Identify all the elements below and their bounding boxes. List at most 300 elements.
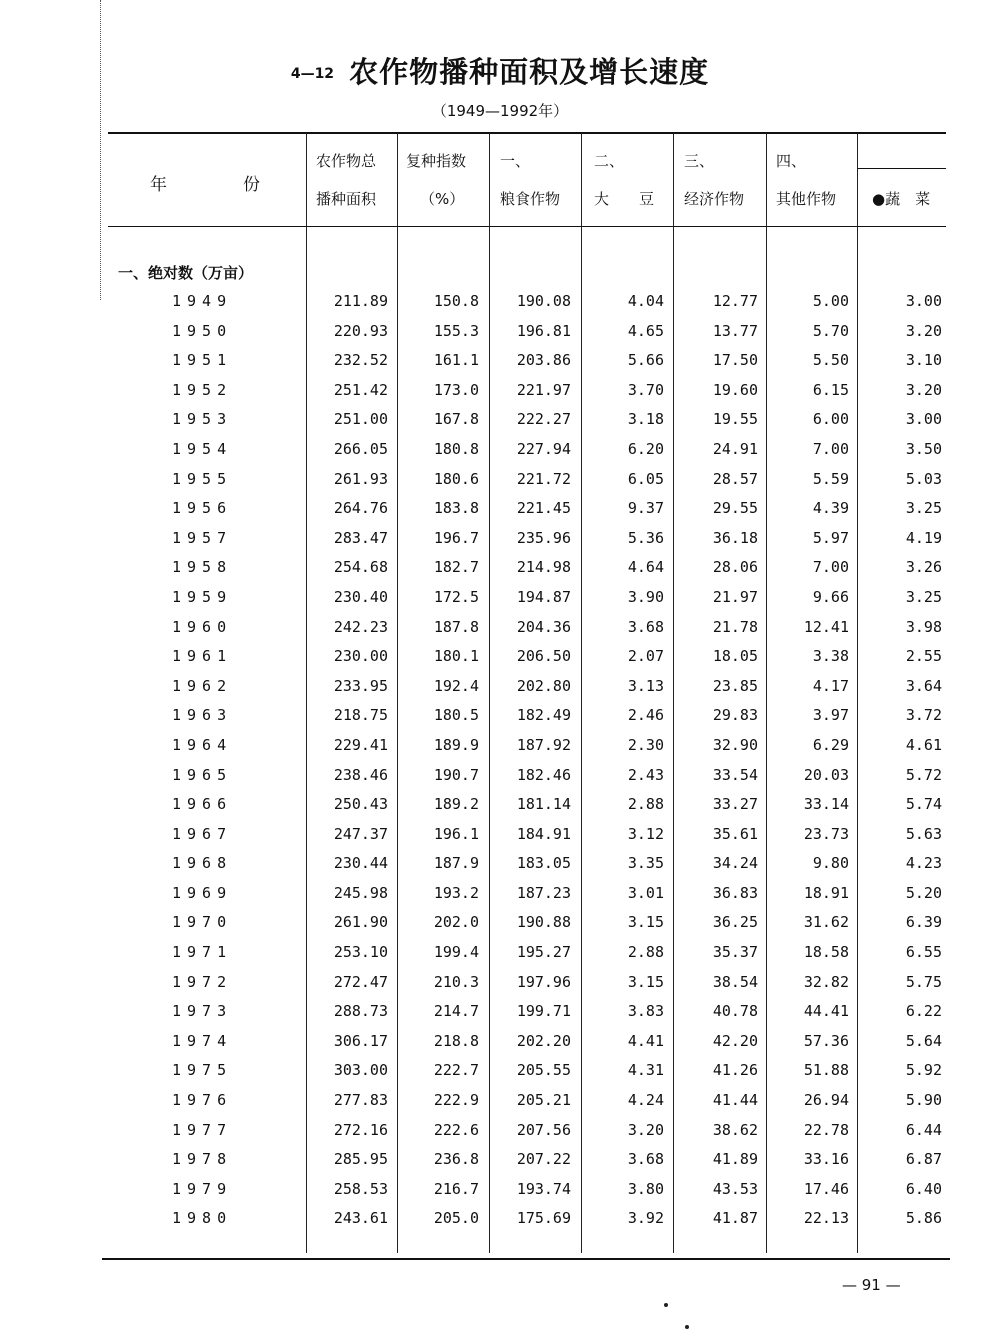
cell-other-crops: 22.13 — [803, 1209, 849, 1228]
cell-multiple-cropping-index: 187.8 — [433, 617, 479, 636]
cell-economic-crops: 12.77 — [712, 292, 758, 310]
cell-grain: 182.46 — [516, 765, 571, 784]
top-rule — [108, 132, 946, 134]
cell-economic-crops: 42.20 — [712, 1031, 758, 1050]
cell-soybean: 3.92 — [627, 1209, 664, 1228]
table-row — [0, 524, 1000, 554]
cell-economic-crops: 41.89 — [712, 1150, 758, 1169]
cell-total-area: 218.75 — [333, 706, 388, 725]
cell-soybean: 4.41 — [627, 1031, 664, 1050]
cell-multiple-cropping-index: 187.9 — [433, 854, 479, 873]
cell-year: 1955 — [172, 469, 233, 488]
cell-other-crops: 9.80 — [812, 854, 849, 873]
cell-year: 1970 — [172, 913, 233, 932]
cell-total-area: 243.61 — [333, 1209, 388, 1228]
cell-other-crops: 5.50 — [812, 351, 849, 370]
cell-grain: 204.36 — [516, 617, 571, 636]
cell-grain: 182.49 — [516, 706, 571, 725]
cell-year: 1971 — [172, 943, 233, 962]
cell-total-area: 232.52 — [333, 351, 388, 370]
cell-economic-crops: 33.27 — [712, 795, 758, 814]
cell-vegetables: 6.22 — [905, 1002, 942, 1021]
cell-vegetables: 5.92 — [905, 1061, 942, 1080]
cell-multiple-cropping-index: 222.7 — [433, 1061, 479, 1080]
ink-speck — [664, 1303, 668, 1307]
cell-vegetables: 5.20 — [905, 883, 942, 902]
cell-multiple-cropping-index: 182.7 — [433, 558, 479, 577]
cell-vegetables: 3.00 — [905, 410, 942, 429]
cell-year: 1967 — [172, 824, 233, 843]
cell-multiple-cropping-index: 214.7 — [433, 1002, 479, 1021]
cell-year: 1962 — [172, 676, 233, 695]
cell-economic-crops: 29.83 — [712, 706, 758, 725]
cell-other-crops: 3.97 — [812, 706, 849, 725]
cell-multiple-cropping-index: 189.2 — [433, 795, 479, 814]
cell-grain: 190.08 — [516, 292, 571, 310]
cell-other-crops: 32.82 — [803, 972, 849, 991]
cell-year: 1959 — [172, 587, 233, 606]
cell-soybean: 2.88 — [627, 795, 664, 814]
cell-grain: 221.72 — [516, 469, 571, 488]
cell-soybean: 4.24 — [627, 1091, 664, 1110]
cell-soybean: 4.65 — [627, 321, 664, 340]
cell-multiple-cropping-index: 236.8 — [433, 1150, 479, 1169]
cell-vegetables: 6.55 — [905, 943, 942, 962]
cell-vegetables: 5.74 — [905, 795, 942, 814]
cell-grain: 205.21 — [516, 1091, 571, 1110]
cell-total-area: 238.46 — [333, 765, 388, 784]
header-other-line1: 四、 — [776, 152, 807, 170]
cell-year: 1957 — [172, 528, 233, 547]
cell-vegetables: 5.75 — [905, 972, 942, 991]
cell-total-area: 242.23 — [333, 617, 388, 636]
table-row — [0, 613, 1000, 643]
cell-multiple-cropping-index: 150.8 — [433, 292, 479, 310]
cell-multiple-cropping-index: 190.7 — [433, 765, 479, 784]
table-row — [0, 968, 1000, 998]
cell-soybean: 3.80 — [627, 1179, 664, 1198]
cell-grain: 199.71 — [516, 1002, 571, 1021]
cell-economic-crops: 24.91 — [712, 439, 758, 458]
header-vegetable: ●蔬 菜 — [872, 190, 931, 208]
vegetable-subheader-rule — [858, 168, 946, 169]
table-row — [0, 287, 1000, 317]
table-row — [0, 997, 1000, 1027]
table-row — [0, 1116, 1000, 1146]
table-row — [0, 553, 1000, 583]
cell-multiple-cropping-index: 222.6 — [433, 1120, 479, 1139]
cell-total-area: 306.17 — [333, 1031, 388, 1050]
cell-year: 1952 — [172, 380, 233, 399]
cell-multiple-cropping-index: 196.1 — [433, 824, 479, 843]
cell-grain: 184.91 — [516, 824, 571, 843]
cell-soybean: 2.30 — [627, 735, 664, 754]
cell-total-area: 285.95 — [333, 1150, 388, 1169]
cell-total-area: 303.00 — [333, 1061, 388, 1080]
cell-grain: 222.27 — [516, 410, 571, 429]
cell-soybean: 3.68 — [627, 617, 664, 636]
cell-total-area: 250.43 — [333, 795, 388, 814]
cell-year: 1958 — [172, 558, 233, 577]
table-row — [0, 1027, 1000, 1057]
cell-grain: 214.98 — [516, 558, 571, 577]
cell-economic-crops: 41.44 — [712, 1091, 758, 1110]
cell-vegetables: 3.00 — [905, 292, 942, 310]
cell-economic-crops: 32.90 — [712, 735, 758, 754]
cell-total-area: 272.16 — [333, 1120, 388, 1139]
cell-grain: 195.27 — [516, 943, 571, 962]
header-total-line2: 播种面积 — [316, 190, 377, 208]
data-rows — [0, 287, 1000, 1234]
cell-vegetables: 5.03 — [905, 469, 942, 488]
header-index-line1: 复种指数 — [406, 152, 467, 170]
cell-soybean: 9.37 — [627, 499, 664, 518]
cell-grain: 203.86 — [516, 351, 571, 370]
cell-vegetables: 2.55 — [905, 647, 942, 666]
cell-other-crops: 31.62 — [803, 913, 849, 932]
cell-total-area: 230.40 — [333, 587, 388, 606]
table-subtitle: （1949—1992年） — [431, 102, 569, 120]
header-grain-line1: 一、 — [500, 152, 531, 170]
cell-other-crops: 23.73 — [803, 824, 849, 843]
section-label-absolute: 一、绝对数（万亩） — [118, 264, 254, 282]
cell-total-area: 247.37 — [333, 824, 388, 843]
cell-year: 1975 — [172, 1061, 233, 1080]
cell-grain: 206.50 — [516, 647, 571, 666]
table-row — [0, 435, 1000, 465]
cell-total-area: 254.68 — [333, 558, 388, 577]
cell-total-area: 261.90 — [333, 913, 388, 932]
cell-multiple-cropping-index: 180.8 — [433, 439, 479, 458]
cell-multiple-cropping-index: 202.0 — [433, 913, 479, 932]
cell-economic-crops: 19.55 — [712, 410, 758, 429]
cell-economic-crops: 19.60 — [712, 380, 758, 399]
cell-total-area: 266.05 — [333, 439, 388, 458]
cell-other-crops: 33.14 — [803, 795, 849, 814]
table-code: 4—12 — [290, 66, 335, 82]
cell-economic-crops: 28.57 — [712, 469, 758, 488]
cell-grain: 175.69 — [516, 1209, 571, 1228]
cell-vegetables: 3.10 — [905, 351, 942, 370]
cell-total-area: 229.41 — [333, 735, 388, 754]
cell-grain: 190.88 — [516, 913, 571, 932]
header-other-line2: 其他作物 — [776, 190, 837, 208]
cell-other-crops: 12.41 — [803, 617, 849, 636]
cell-other-crops: 44.41 — [803, 1002, 849, 1021]
cell-economic-crops: 29.55 — [712, 499, 758, 518]
cell-grain: 183.05 — [516, 854, 571, 873]
table-row — [0, 879, 1000, 909]
cell-economic-crops: 21.97 — [712, 587, 758, 606]
cell-grain: 227.94 — [516, 439, 571, 458]
table-row — [0, 701, 1000, 731]
cell-soybean: 4.31 — [627, 1061, 664, 1080]
cell-multiple-cropping-index: 216.7 — [433, 1179, 479, 1198]
cell-year: 1977 — [172, 1120, 233, 1139]
cell-other-crops: 26.94 — [803, 1091, 849, 1110]
table-row — [0, 583, 1000, 613]
cell-grain: 221.97 — [516, 380, 571, 399]
cell-soybean: 6.05 — [627, 469, 664, 488]
cell-year: 1978 — [172, 1150, 233, 1169]
cell-total-area: 230.00 — [333, 647, 388, 666]
cell-year: 1960 — [172, 617, 233, 636]
cell-grain: 197.96 — [516, 972, 571, 991]
cell-economic-crops: 35.61 — [712, 824, 758, 843]
cell-soybean: 3.15 — [627, 972, 664, 991]
table-row — [0, 1086, 1000, 1116]
cell-economic-crops: 13.77 — [712, 321, 758, 340]
header-rule — [108, 226, 946, 227]
cell-vegetables: 6.39 — [905, 913, 942, 932]
table-row — [0, 1204, 1000, 1234]
table-title — [0, 50, 1000, 91]
cell-total-area: 261.93 — [333, 469, 388, 488]
cell-vegetables: 3.98 — [905, 617, 942, 636]
bottom-rule — [102, 1258, 950, 1260]
table-title-text: 农作物播种面积及增长速度 — [349, 55, 710, 89]
cell-soybean: 2.88 — [627, 943, 664, 962]
cell-multiple-cropping-index: 173.0 — [433, 380, 479, 399]
cell-vegetables: 3.25 — [905, 587, 942, 606]
cell-multiple-cropping-index: 167.8 — [433, 410, 479, 429]
cell-other-crops: 6.29 — [812, 735, 849, 754]
cell-grain: 205.55 — [516, 1061, 571, 1080]
cell-total-area: 272.47 — [333, 972, 388, 991]
cell-other-crops: 5.97 — [812, 528, 849, 547]
cell-multiple-cropping-index: 180.6 — [433, 469, 479, 488]
cell-economic-crops: 43.53 — [712, 1179, 758, 1198]
cell-other-crops: 4.39 — [812, 499, 849, 518]
cell-vegetables: 3.20 — [905, 321, 942, 340]
cell-multiple-cropping-index: 161.1 — [433, 351, 479, 370]
cell-multiple-cropping-index: 193.2 — [433, 883, 479, 902]
cell-total-area: 220.93 — [333, 321, 388, 340]
header-soy-line2: 大 豆 — [594, 190, 655, 208]
cell-year: 1973 — [172, 1002, 233, 1021]
cell-total-area: 277.83 — [333, 1091, 388, 1110]
cell-multiple-cropping-index: 180.5 — [433, 706, 479, 725]
cell-other-crops: 3.38 — [812, 647, 849, 666]
cell-year: 1949 — [172, 292, 233, 310]
cell-economic-crops: 41.26 — [712, 1061, 758, 1080]
cell-vegetables: 5.64 — [905, 1031, 942, 1050]
cell-economic-crops: 41.87 — [712, 1209, 758, 1228]
header-index-line2: （%） — [420, 190, 465, 208]
cell-year: 1956 — [172, 499, 233, 518]
cell-year: 1954 — [172, 439, 233, 458]
cell-year: 1979 — [172, 1179, 233, 1198]
cell-soybean: 2.43 — [627, 765, 664, 784]
table-row — [0, 346, 1000, 376]
table-row — [0, 761, 1000, 791]
cell-economic-crops: 17.50 — [712, 351, 758, 370]
cell-other-crops: 51.88 — [803, 1061, 849, 1080]
cell-soybean: 5.36 — [627, 528, 664, 547]
cell-year: 1964 — [172, 735, 233, 754]
cell-soybean: 3.13 — [627, 676, 664, 695]
cell-year: 1953 — [172, 410, 233, 429]
cell-vegetables: 4.19 — [905, 528, 942, 547]
cell-soybean: 3.20 — [627, 1120, 664, 1139]
cell-other-crops: 5.70 — [812, 321, 849, 340]
cell-multiple-cropping-index: 172.5 — [433, 587, 479, 606]
cell-vegetables: 5.72 — [905, 765, 942, 784]
cell-economic-crops: 35.37 — [712, 943, 758, 962]
cell-multiple-cropping-index: 218.8 — [433, 1031, 479, 1050]
cell-soybean: 4.64 — [627, 558, 664, 577]
cell-grain: 207.22 — [516, 1150, 571, 1169]
cell-other-crops: 7.00 — [812, 439, 849, 458]
table-row — [0, 1175, 1000, 1205]
table-row — [0, 376, 1000, 406]
cell-other-crops: 4.17 — [812, 676, 849, 695]
cell-grain: 194.87 — [516, 587, 571, 606]
cell-year: 1950 — [172, 321, 233, 340]
cell-other-crops: 33.16 — [803, 1150, 849, 1169]
cell-total-area: 251.00 — [333, 410, 388, 429]
table-row — [0, 494, 1000, 524]
cell-vegetables: 3.50 — [905, 439, 942, 458]
cell-soybean: 5.66 — [627, 351, 664, 370]
cell-economic-crops: 38.54 — [712, 972, 758, 991]
cell-grain: 202.20 — [516, 1031, 571, 1050]
cell-grain: 202.80 — [516, 676, 571, 695]
table-row — [0, 908, 1000, 938]
cell-year: 1965 — [172, 765, 233, 784]
cell-economic-crops: 21.78 — [712, 617, 758, 636]
cell-total-area: 245.98 — [333, 883, 388, 902]
header-econ-line2: 经济作物 — [684, 190, 745, 208]
cell-total-area: 233.95 — [333, 676, 388, 695]
cell-economic-crops: 33.54 — [712, 765, 758, 784]
cell-soybean: 6.20 — [627, 439, 664, 458]
cell-year: 1969 — [172, 883, 233, 902]
cell-vegetables: 4.61 — [905, 735, 942, 754]
cell-grain: 221.45 — [516, 499, 571, 518]
cell-multiple-cropping-index: 222.9 — [433, 1091, 479, 1110]
cell-multiple-cropping-index: 199.4 — [433, 943, 479, 962]
header-soy-line1: 二、 — [594, 152, 625, 170]
table-row — [0, 405, 1000, 435]
cell-year: 1961 — [172, 647, 233, 666]
cell-soybean: 2.07 — [627, 647, 664, 666]
header-econ-line1: 三、 — [684, 152, 715, 170]
cell-grain: 207.56 — [516, 1120, 571, 1139]
cell-year: 1976 — [172, 1091, 233, 1110]
cell-vegetables: 3.64 — [905, 676, 942, 695]
cell-soybean: 4.04 — [627, 292, 664, 310]
cell-vegetables: 4.23 — [905, 854, 942, 873]
cell-vegetables: 5.90 — [905, 1091, 942, 1110]
cell-grain: 196.81 — [516, 321, 571, 340]
cell-multiple-cropping-index: 180.1 — [433, 647, 479, 666]
cell-grain: 187.92 — [516, 735, 571, 754]
cell-grain: 187.23 — [516, 883, 571, 902]
cell-economic-crops: 38.62 — [712, 1120, 758, 1139]
cell-economic-crops: 36.18 — [712, 528, 758, 547]
cell-multiple-cropping-index: 183.8 — [433, 499, 479, 518]
cell-total-area: 211.89 — [333, 292, 388, 310]
cell-multiple-cropping-index: 205.0 — [433, 1209, 479, 1228]
cell-total-area: 253.10 — [333, 943, 388, 962]
cell-grain: 235.96 — [516, 528, 571, 547]
cell-economic-crops: 34.24 — [712, 854, 758, 873]
cell-soybean: 2.46 — [627, 706, 664, 725]
cell-other-crops: 57.36 — [803, 1031, 849, 1050]
cell-soybean: 3.83 — [627, 1002, 664, 1021]
table-row — [0, 790, 1000, 820]
table-row — [0, 672, 1000, 702]
cell-vegetables: 3.26 — [905, 558, 942, 577]
cell-multiple-cropping-index: 210.3 — [433, 972, 479, 991]
cell-vegetables: 3.20 — [905, 380, 942, 399]
cell-total-area: 258.53 — [333, 1179, 388, 1198]
cell-soybean: 3.35 — [627, 854, 664, 873]
table-row — [0, 938, 1000, 968]
cell-economic-crops: 36.25 — [712, 913, 758, 932]
table-row — [0, 731, 1000, 761]
cell-economic-crops: 28.06 — [712, 558, 758, 577]
table-row — [0, 820, 1000, 850]
cell-year: 1974 — [172, 1031, 233, 1050]
table-row — [0, 642, 1000, 672]
cell-vegetables: 6.40 — [905, 1179, 942, 1198]
cell-other-crops: 5.59 — [812, 469, 849, 488]
binding-edge — [100, 0, 101, 300]
cell-grain: 181.14 — [516, 795, 571, 814]
cell-vegetables: 5.86 — [905, 1209, 942, 1228]
table-row — [0, 849, 1000, 879]
cell-total-area: 251.42 — [333, 380, 388, 399]
table-row — [0, 465, 1000, 495]
cell-soybean: 3.15 — [627, 913, 664, 932]
cell-economic-crops: 36.83 — [712, 883, 758, 902]
cell-economic-crops: 40.78 — [712, 1002, 758, 1021]
cell-vegetables: 6.44 — [905, 1120, 942, 1139]
cell-soybean: 3.70 — [627, 380, 664, 399]
cell-year: 1963 — [172, 706, 233, 725]
cell-other-crops: 7.00 — [812, 558, 849, 577]
table-row — [0, 317, 1000, 347]
cell-vegetables: 3.72 — [905, 706, 942, 725]
cell-multiple-cropping-index: 192.4 — [433, 676, 479, 695]
cell-multiple-cropping-index: 155.3 — [433, 321, 479, 340]
cell-total-area: 283.47 — [333, 528, 388, 547]
cell-other-crops: 18.58 — [803, 943, 849, 962]
cell-total-area: 288.73 — [333, 1002, 388, 1021]
cell-economic-crops: 23.85 — [712, 676, 758, 695]
cell-soybean: 3.68 — [627, 1150, 664, 1169]
cell-vegetables: 5.63 — [905, 824, 942, 843]
cell-year: 1966 — [172, 795, 233, 814]
cell-other-crops: 18.91 — [803, 883, 849, 902]
cell-other-crops: 6.00 — [812, 410, 849, 429]
cell-other-crops: 6.15 — [812, 380, 849, 399]
page-number: — 91 — — [842, 1276, 901, 1294]
cell-vegetables: 3.25 — [905, 499, 942, 518]
cell-multiple-cropping-index: 189.9 — [433, 735, 479, 754]
header-grain-line2: 粮食作物 — [500, 190, 561, 208]
cell-total-area: 230.44 — [333, 854, 388, 873]
header-year: 年 份 — [150, 175, 260, 195]
cell-other-crops: 9.66 — [812, 587, 849, 606]
ink-speck — [685, 1325, 689, 1329]
table-row — [0, 1056, 1000, 1086]
cell-grain: 193.74 — [516, 1179, 571, 1198]
cell-year: 1980 — [172, 1209, 233, 1228]
header-total-line1: 农作物总 — [316, 152, 377, 170]
